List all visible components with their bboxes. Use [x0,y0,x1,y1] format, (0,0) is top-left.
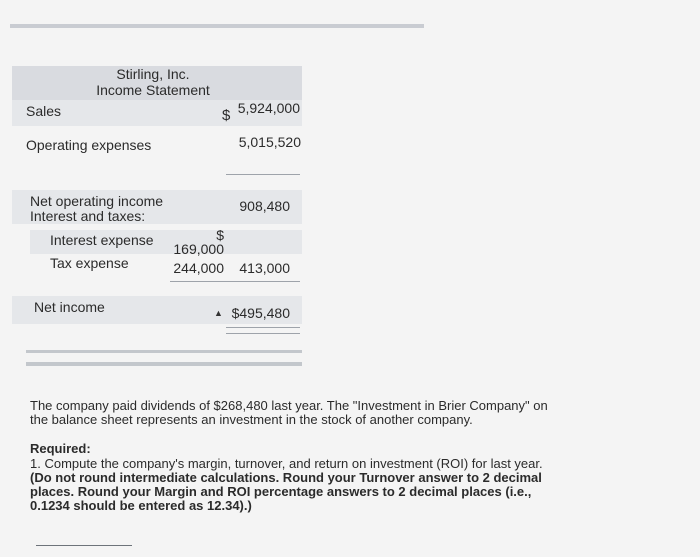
statement-header-text [12,66,302,98]
interest-label: Interest expense [50,232,154,248]
statement-bottom-bar-2 [26,362,302,366]
sales-label: Sales [26,103,62,119]
top-divider [10,24,424,28]
opex-underline [226,174,300,175]
sales-dollar-sign: $ [222,107,231,124]
company-name: Stirling, Inc. [116,66,190,82]
tax-value: 244,000 [173,260,224,276]
interest-taxes-underline [170,281,300,282]
required-item-instruction: (Do not round intermediate calculations. Round your Turnover answer to 2 decimal places. Round your Margin and ROI percentage answers to 2 decimal places (i.e., 0.1234 should be entered as 12.34).) [30,470,542,513]
interest-taxes-label: Interest and taxes: [30,208,146,224]
required-item-number: 1. [30,456,41,471]
tax-label: Tax expense [50,255,129,271]
required-heading: Required: [30,441,91,456]
interest-dollar-sign: $ [216,227,224,243]
opex-value: 5,015,520 [238,134,301,150]
interest-value: 169,000 [173,241,224,257]
cursor-arrow-icon: ▲ [214,308,223,318]
net-income-value: $495,480 [231,305,290,321]
sales-value: 5,924,000 [237,100,300,116]
statement-title: Income Statement [96,82,210,98]
net-income-label: Net income [34,299,105,315]
noi-value: 908,480 [239,198,290,214]
opex-label: Operating expenses [26,137,152,153]
net-income-underline-1 [226,327,300,328]
statement-bottom-bar-1 [26,350,302,353]
required-item-text: Compute the company's margin, turnover, and return on investment (ROI) for last year. [44,456,543,471]
net-income-underline-2 [226,333,300,334]
dividends-paragraph: The company paid dividends of $268,480 last year. The "Investment in Brier Company" on the balance sheet represents an investment in the stock of another company. [30,398,548,427]
required-item [30,457,560,513]
answer-underline [36,545,132,546]
noi-label: Net operating income [30,193,164,209]
interest-taxes-total: 413,000 [239,260,290,276]
